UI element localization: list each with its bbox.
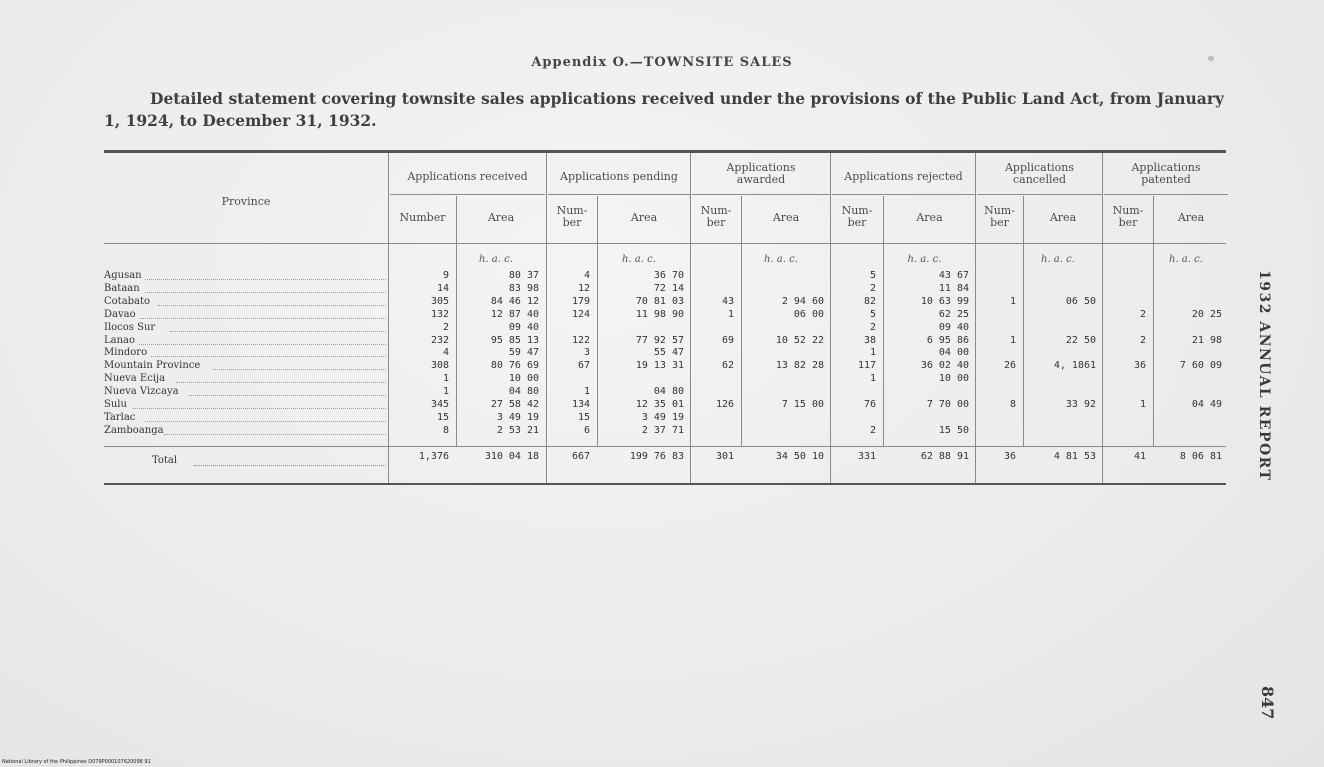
- table-cell: 132: [430, 308, 449, 320]
- table-cell: 04 00: [938, 347, 969, 359]
- table-cell: 7 15 00: [781, 399, 824, 410]
- table-cell: 04 49: [1191, 399, 1222, 410]
- number-subheader: Num- ber: [700, 204, 732, 229]
- area-subheader: Area: [487, 211, 515, 224]
- column-divider: [546, 153, 547, 483]
- province-label: Nueva Ecija: [104, 373, 166, 385]
- table-cell: 2 53 21: [496, 424, 539, 436]
- table-cell: 10 00: [508, 373, 539, 385]
- table-cell: 20 25: [1191, 308, 1222, 320]
- total-leader-dots: [194, 455, 386, 466]
- area-unit-label: h. a. c.: [1169, 254, 1203, 265]
- column-divider: [388, 153, 389, 483]
- table-cell: 5: [869, 270, 876, 281]
- table-cell: 232: [430, 334, 449, 346]
- table-cell: 2: [869, 424, 876, 436]
- column-divider: [830, 153, 831, 483]
- table-cell: 134: [571, 399, 590, 410]
- table-cell: 3: [583, 347, 590, 359]
- group-header-rule: [548, 194, 690, 195]
- total-label: Total: [152, 455, 178, 466]
- table-cell: 10 00: [938, 373, 969, 385]
- total-cell: 310 04 18: [484, 451, 539, 462]
- table-cell: 09 40: [508, 321, 539, 333]
- table-cell: 72 14: [653, 282, 684, 294]
- total-cell: 199 76 83: [629, 451, 684, 462]
- area-subheader: Area: [1049, 211, 1077, 224]
- table-cell: 3 49 19: [496, 411, 539, 423]
- table-cell: 36: [1133, 360, 1146, 372]
- table-cell: 06 00: [793, 308, 824, 320]
- table-cell: 9: [442, 270, 449, 281]
- table-cell: 80 37: [508, 270, 539, 281]
- table-cell: 1: [442, 373, 449, 385]
- leader-dots: [189, 383, 386, 396]
- total-cell: 36: [1003, 451, 1016, 462]
- number-subheader: Num- ber: [841, 204, 873, 229]
- table-cell: 15: [436, 411, 449, 423]
- table-cell: 3 49 19: [641, 411, 684, 423]
- table-cell: 1: [869, 373, 876, 385]
- province-label: Mountain Province: [104, 360, 201, 372]
- area-unit-label: h. a. c.: [1041, 254, 1075, 265]
- table-cell: 27 58 42: [490, 399, 539, 410]
- table-cell: 67: [577, 360, 590, 372]
- group-header: Applications awarded: [726, 161, 796, 186]
- leader-dots: [139, 306, 386, 319]
- leader-dots: [139, 332, 386, 345]
- total-cell: 301: [715, 451, 734, 462]
- leader-dots: [145, 267, 386, 280]
- table-cell: 38: [863, 334, 876, 346]
- total-cell: 331: [857, 451, 876, 462]
- total-cell: 667: [571, 451, 590, 462]
- table-cell: 09 40: [938, 321, 969, 333]
- table-cell: 117: [857, 360, 876, 372]
- table-cell: 12 35 01: [635, 399, 684, 410]
- table-cell: 345: [430, 399, 449, 410]
- group-header-rule: [390, 194, 545, 195]
- province-label: Agusan: [104, 270, 142, 281]
- table-cell: 12 87 40: [490, 308, 539, 320]
- area-unit-label: h. a. c.: [622, 254, 656, 265]
- area-unit-label: h. a. c.: [479, 254, 513, 265]
- province-label: Nueva Vizcaya: [104, 386, 179, 398]
- area-subheader: Area: [630, 211, 658, 224]
- table-cell: 14: [436, 282, 449, 294]
- table-cell: 308: [430, 360, 449, 372]
- table-cell: 04 80: [653, 386, 684, 398]
- group-header-rule: [832, 194, 975, 195]
- total-cell: 1,376: [418, 451, 449, 462]
- table-cell: 10 52 22: [775, 334, 824, 346]
- table-cell: 126: [715, 399, 734, 410]
- area-subheader: Area: [916, 211, 943, 224]
- province-label: Tarlac: [104, 411, 136, 423]
- page-number: 847: [1258, 686, 1277, 720]
- number-subheader: Num- ber: [984, 204, 1015, 229]
- table-bottom-rule: [104, 483, 1226, 485]
- province-label: Cotabato: [104, 295, 151, 307]
- table-cell: 95 85 13: [490, 334, 539, 346]
- table-cell: 2: [869, 321, 876, 333]
- intro-paragraph: Detailed statement covering townsite sales applications received under the provisions of the Public Land Act, from January 1, 1924, to December 31, 1932.: [104, 89, 1224, 130]
- table-cell: 2: [869, 282, 876, 294]
- table-cell: 6: [583, 424, 590, 436]
- table-cell: 2: [1139, 308, 1146, 320]
- running-title: 1932 ANNUAL REPORT: [1256, 270, 1272, 482]
- column-divider: [690, 153, 691, 483]
- library-footer: National Library of the Philippines D079P000107620098 91: [2, 759, 151, 765]
- table-cell: 76: [863, 399, 876, 410]
- leader-dots: [170, 319, 386, 332]
- table-cell: 305: [430, 295, 449, 307]
- table-cell: 11 98 90: [635, 308, 684, 320]
- table-cell: 2 94 60: [781, 295, 824, 307]
- table-cell: 69: [721, 334, 734, 346]
- group-header: Applications cancelled: [1004, 161, 1075, 186]
- table-cell: 84 46 12: [490, 295, 539, 307]
- table-cell: 77 92 57: [635, 334, 684, 346]
- area-subheader: Area: [772, 211, 800, 224]
- leader-dots: [145, 280, 386, 293]
- area-subheader: Area: [1177, 211, 1205, 224]
- total-cell: 8 06 81: [1179, 451, 1222, 462]
- province-label: Sulu: [104, 399, 127, 410]
- number-subheader: Num- ber: [556, 204, 588, 229]
- table-cell: 4: [442, 347, 449, 359]
- province-header: Province: [221, 195, 271, 208]
- table-cell: 62: [721, 360, 734, 372]
- province-label: Bataan: [104, 282, 140, 294]
- table-cell: 15: [577, 411, 590, 423]
- table-cell: 36 02 40: [920, 360, 969, 372]
- group-header: Applications pending: [560, 170, 678, 183]
- table-cell: 11 84: [938, 282, 969, 294]
- province-label: Davao: [104, 308, 136, 320]
- table-cell: 15 50: [938, 424, 969, 436]
- table-cell: 2 37 71: [641, 424, 684, 436]
- province-label: Lanao: [104, 334, 136, 346]
- table-cell: 83 98: [508, 282, 539, 294]
- table-cell: 1: [442, 386, 449, 398]
- table-cell: 19 13 31: [635, 360, 684, 372]
- table-cell: 62 25: [938, 308, 969, 320]
- table-cell: 8: [1009, 399, 1016, 410]
- leader-dots: [176, 370, 386, 383]
- total-cell: 62 88 91: [920, 451, 969, 462]
- total-cell: 34 50 10: [775, 451, 824, 462]
- table-cell: 179: [571, 295, 590, 307]
- table-cell: 43: [721, 295, 734, 307]
- group-header-rule: [1104, 194, 1228, 195]
- leader-dots: [164, 422, 386, 435]
- table-cell: 5: [869, 308, 876, 320]
- leader-dots: [158, 293, 386, 306]
- column-divider: [975, 153, 976, 483]
- table-cell: 8: [442, 424, 449, 436]
- table-cell: 7 60 09: [1179, 360, 1222, 372]
- table-cell: 6 95 86: [926, 334, 969, 346]
- group-header: Applications patented: [1131, 161, 1201, 186]
- total-cell: 4 81 53: [1053, 451, 1096, 462]
- table-cell: 12: [577, 282, 590, 294]
- total-cell: 41: [1133, 451, 1146, 462]
- table-cell: 124: [571, 308, 590, 320]
- table-cell: 1: [583, 386, 590, 398]
- number-subheader: Number: [399, 211, 446, 224]
- table-cell: 06 50: [1065, 295, 1096, 307]
- table-cell: 122: [571, 334, 590, 346]
- table-cell: 7 70 00: [926, 399, 969, 410]
- table-cell: 4, 1861: [1053, 360, 1096, 372]
- total-top-rule: [104, 446, 1226, 447]
- area-unit-label: h. a. c.: [764, 254, 798, 265]
- group-header-rule: [692, 194, 830, 195]
- table-cell: 21 98: [1191, 334, 1222, 346]
- province-label: Zamboanga: [104, 424, 164, 436]
- group-header: Applications rejected: [844, 170, 963, 183]
- table-cell: 13 82 28: [775, 360, 824, 372]
- number-subheader: Num- ber: [1112, 204, 1144, 229]
- table-cell: 26: [1003, 360, 1016, 372]
- province-label: Ilocos Sur: [104, 321, 156, 333]
- table-cell: 04 80: [508, 386, 539, 398]
- table-cell: 33 92: [1065, 399, 1096, 410]
- table-cell: 1: [1009, 295, 1016, 307]
- column-divider: [1102, 153, 1103, 483]
- table-cell: 80 76 69: [490, 360, 539, 372]
- table-cell: 22 50: [1065, 334, 1096, 346]
- province-label: Mindoro: [104, 347, 148, 359]
- table-cell: 70 81 03: [635, 295, 684, 307]
- leader-dots: [145, 409, 386, 422]
- header-bottom-rule: [104, 243, 1226, 244]
- table-cell: 2: [1139, 334, 1146, 346]
- table-cell: 82: [863, 295, 876, 307]
- table-cell: 43 67: [938, 270, 969, 281]
- table-cell: 2: [442, 321, 449, 333]
- table-cell: 36 70: [653, 270, 684, 281]
- group-header: Applications received: [407, 170, 528, 183]
- table-cell: 1: [1139, 399, 1146, 410]
- table-cell: 55 47: [653, 347, 684, 359]
- group-header-rule: [977, 194, 1102, 195]
- leader-dots: [133, 396, 386, 409]
- area-unit-label: h. a. c.: [907, 254, 942, 265]
- leader-dots: [213, 357, 386, 370]
- table-top-rule: [104, 150, 1226, 153]
- table-cell: 1: [869, 347, 876, 359]
- table-cell: 59 47: [508, 347, 539, 359]
- table-cell: 4: [583, 270, 590, 281]
- table-cell: 1: [1009, 334, 1016, 346]
- table-cell: 1: [727, 308, 734, 320]
- leader-dots: [151, 344, 386, 357]
- table-cell: 10 63 99: [920, 295, 969, 307]
- appendix-heading: Appendix O.—TOWNSITE SALES: [531, 55, 793, 70]
